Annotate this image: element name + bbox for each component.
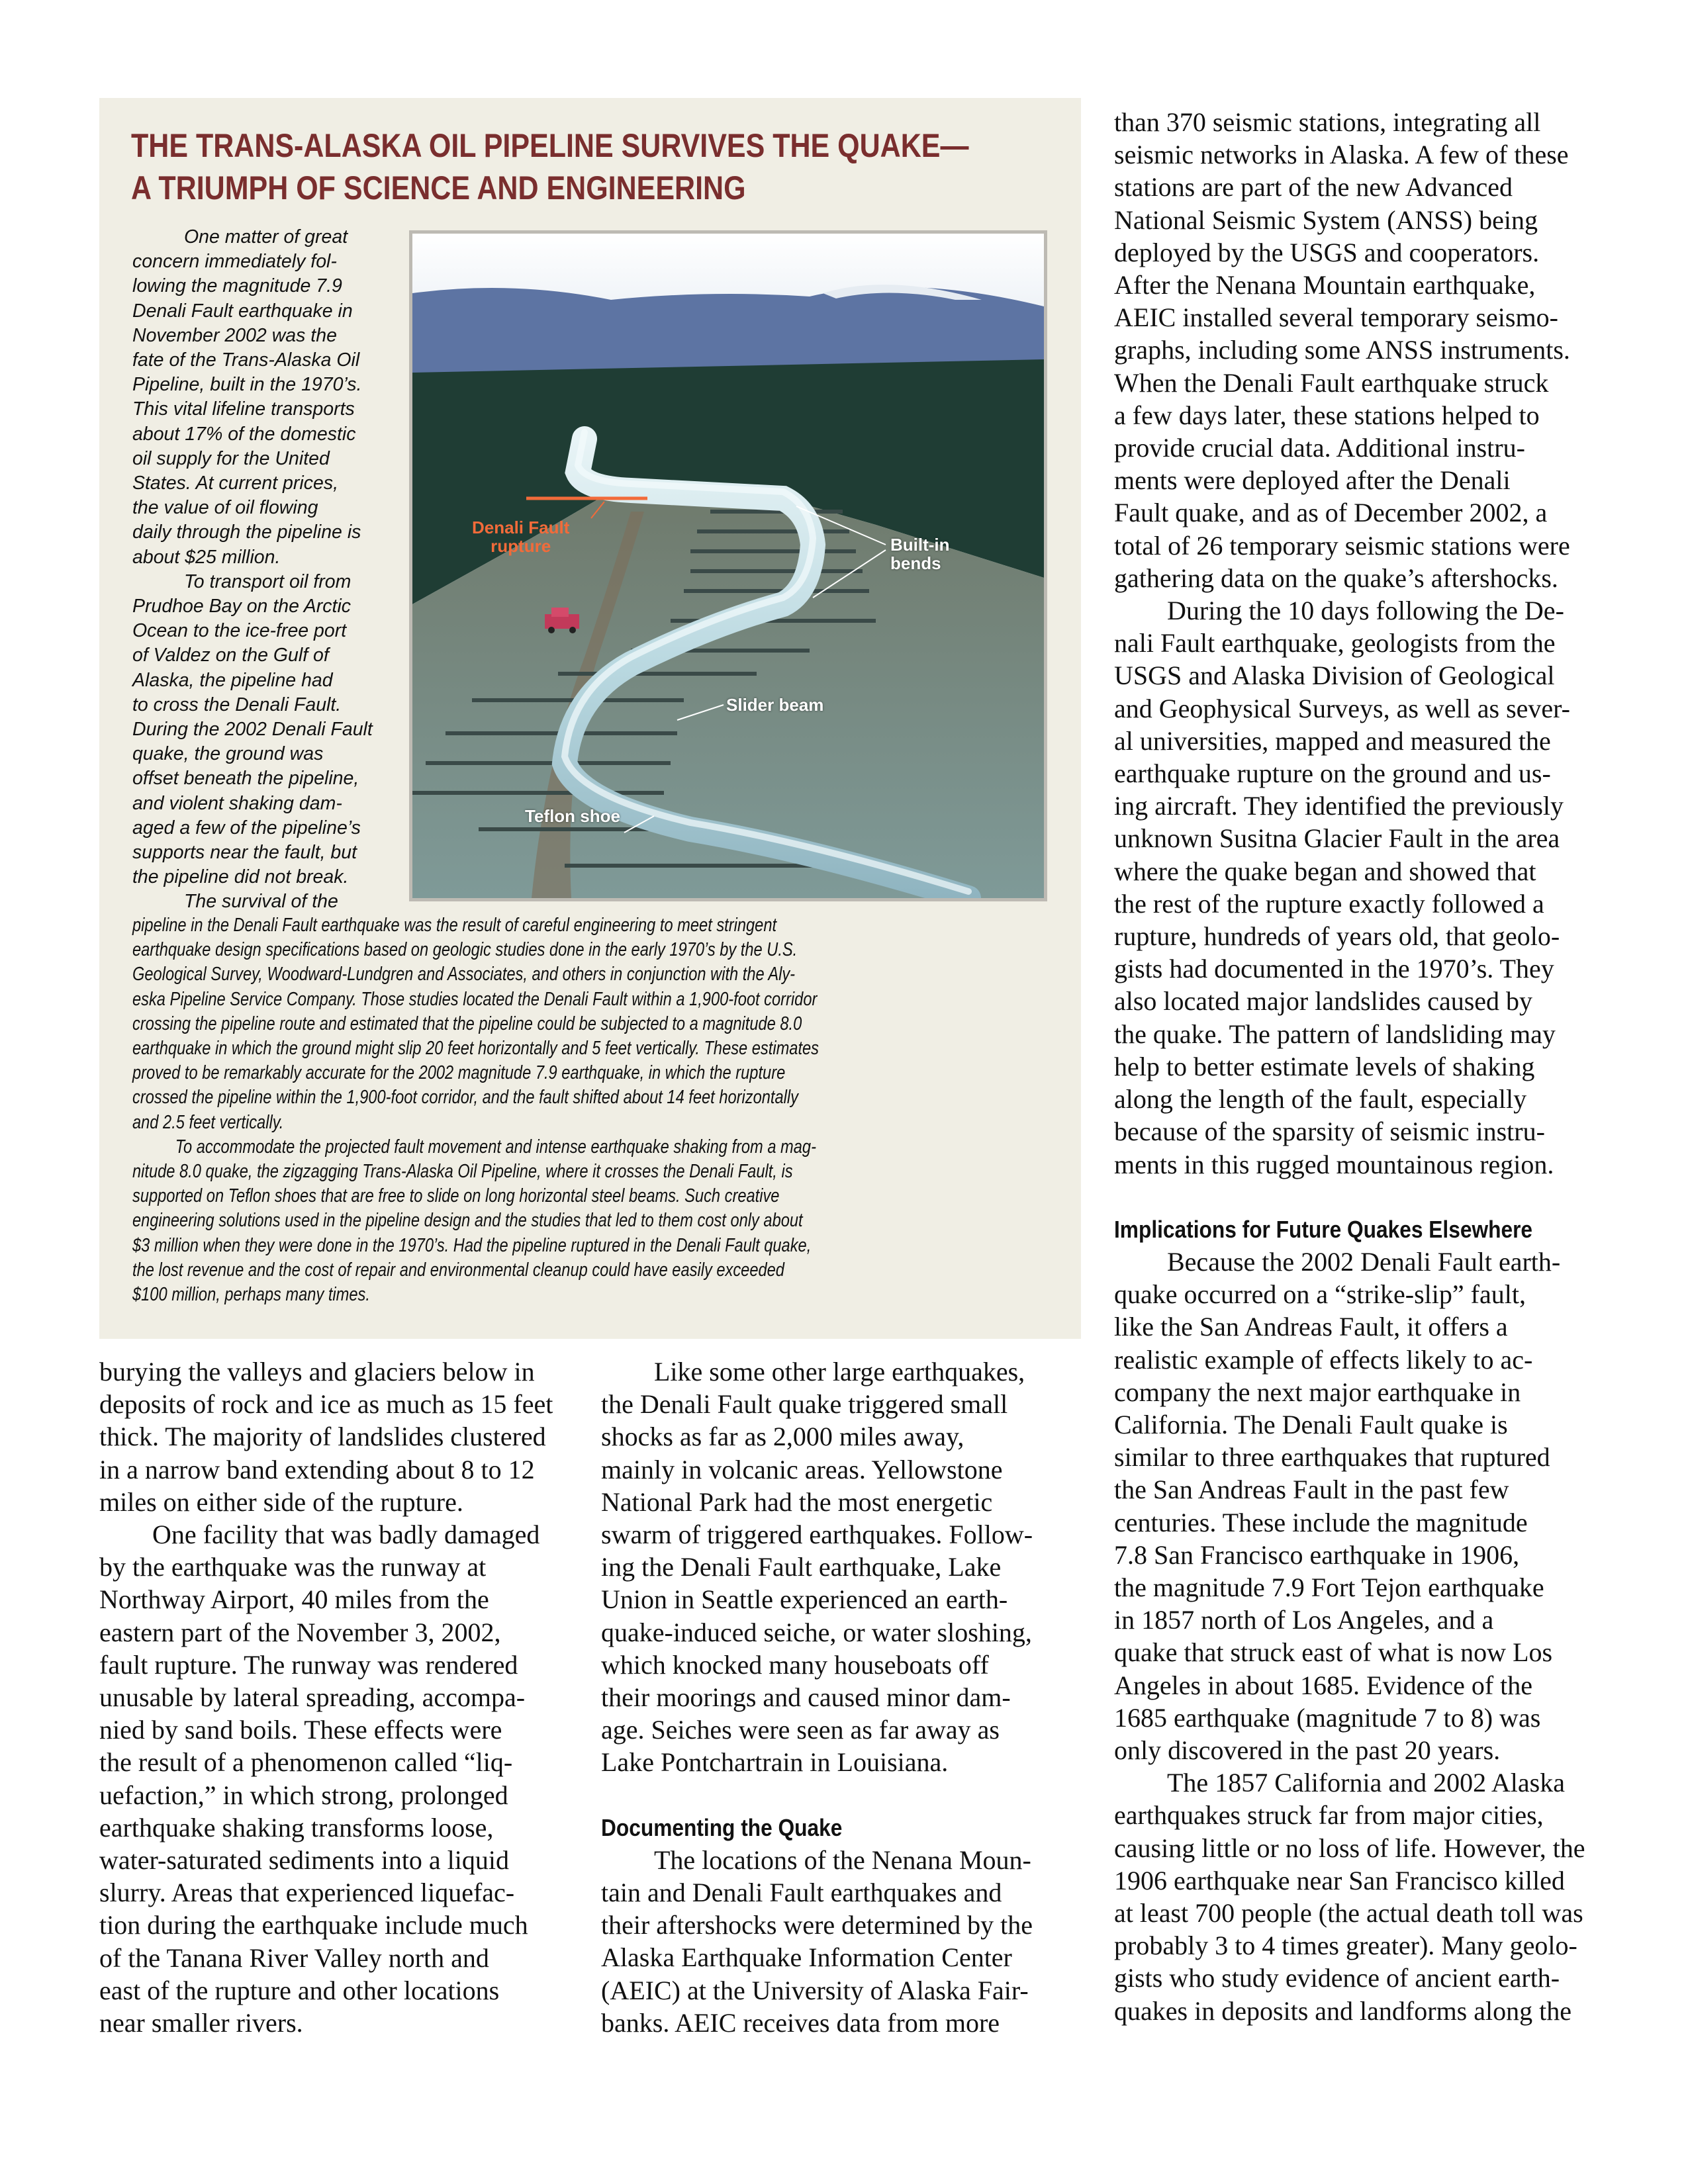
heading-documenting-the-quake: Documenting the Quake [601,1813,843,1841]
text-line: the Denali Fault quake triggered small [601,1389,1008,1420]
text-line: and Geophysical Surveys, as well as sever- [1114,693,1571,723]
text-line: earthquake in which the ground might slip 20 feet horizontally and 5 feet vertically. These estimates [132,1038,820,1060]
text-line: the rest of the rupture exactly followed a [1114,888,1544,919]
text-line: stations are part of the new Advanced [1114,172,1513,203]
pipeline-photo [409,230,1047,901]
text-line: gathering data on the quake’s aftershocks. [1114,563,1558,593]
text-line: ments were deployed after the Denali [1114,465,1511,496]
label-slider-beam: Slider beam [726,695,824,715]
label-line: Denali Fault [472,518,570,537]
text-line: eska Pipeline Service Company. Those studies located the Denali Fault within a 1,900-foot corridor [132,988,818,1010]
sidebar-title [131,124,969,209]
text-line: seismic networks in Alaska. A few of these [1114,140,1569,170]
text-line: ing aircraft. They identified the previously [1114,791,1564,821]
text-line: provide crucial data. Additional instru- [1114,433,1525,463]
column-middle [601,1355,1071,2039]
text-line: total of 26 temporary seismic stations were [1114,530,1570,561]
text-line: California. The Denali Fault quake is [1114,1409,1508,1439]
text-line: which knocked many houseboats off [601,1649,989,1680]
text-line: water-saturated sediments into a liquid [99,1845,510,1876]
text-line: about $25 million. [132,546,281,568]
text-line: earthquake shaking transforms loose, [99,1812,494,1843]
text-line: 1685 earthquake (magnitude 7 to 8) was [1114,1702,1541,1733]
text-line: National Park had the most energetic [601,1486,993,1517]
text-line: to cross the Denali Fault. [132,694,342,715]
text-line: gists who study evidence of ancient earth- [1114,1963,1560,1993]
text-line: swarm of triggered earthquakes. Follow- [601,1520,1033,1550]
text-line: nied by sand boils. These effects were [99,1715,502,1745]
text-line: Geological Survey, Woodward-Lundgren and Associates, and others in conjunction with the Aly- [132,964,796,985]
text-line: Angeles in about 1685. Evidence of the [1114,1670,1533,1700]
text-line: USGS and Alaska Division of Geological [1114,660,1555,691]
text-line: engineering solutions used in the pipeline design and the studies that led to them cost only about [132,1210,803,1232]
text-line: Fault quake, and as of December 2002, a [1114,498,1548,528]
text-line: thick. The majority of landslides clustered [99,1422,546,1452]
text-line: supports near the fault, but [132,842,357,864]
text-line: gists had documented in the 1970’s. They [1114,954,1554,984]
text-line: To transport oil from [184,570,352,592]
text-line: al universities, mapped and measured the [1114,725,1551,756]
title-line: A TRIUMPH OF SCIENCE AND ENGINEERING [131,169,746,206]
text-line: One facility that was badly damaged [152,1520,540,1550]
text-line: quake occurred on a “strike-slip” fault, [1114,1279,1526,1310]
text-line: banks. AEIC receives data from more [601,2007,1000,2038]
text-line: near smaller rivers. [99,2008,303,2038]
text-line: than 370 seismic stations, integrating all [1114,107,1541,137]
text-line: help to better estimate levels of shaking [1114,1051,1535,1081]
text-line: During the 2002 Denali Fault [132,719,373,741]
text-line: oil supply for the United [132,447,330,469]
text-line: eastern part of the November 3, 2002, [99,1617,501,1647]
text-line: earthquake design specifications based on geologic studies done in the early 1970’s by the U.S. [132,939,798,961]
text-line: the San Andreas Fault in the past few [1114,1475,1509,1505]
text-line: centuries. These include the magnitude [1114,1507,1528,1537]
text-line: the magnitude 7.9 Fort Tejon earthquake [1114,1572,1544,1602]
text-line: proved to be remarkably accurate for the 2002 magnitude 7.9 earthquake, in which the rupture [132,1062,786,1084]
text-line: because of the sparsity of seismic instru- [1114,1116,1545,1147]
text-line: the lost revenue and the cost of repair and environmental cleanup could have easily exceeded [132,1259,784,1281]
text-line: by the earthquake was the runway at [99,1552,487,1582]
text-line: pipeline in the Denali Fault earthquake was the result of careful engineering to meet stringent [132,915,777,936]
text-line: $3 million when they were done in the 1970’s. Had the pipeline ruptured in the Denali Fault quake, [132,1234,812,1256]
text-line: fault rupture. The runway was rendered [99,1649,518,1680]
text-line: supported on Teflon shoes that are free to slide on long horizontal steel beams. Such creative [132,1185,780,1207]
text-line: miles on either side of the rupture. [99,1486,463,1517]
text-line: nali Fault earthquake, geologists from the [1114,628,1556,659]
text-line: Pipeline, built in the 1970’s. [132,374,362,396]
text-line: in a narrow band extending about 8 to 12 [99,1454,535,1484]
middle-paragraph-triggered-quakes [601,1355,1071,1779]
sidebar-box [99,98,1081,1339]
text-line: ing the Denali Fault earthquake, Lake [601,1552,1002,1582]
text-line: age. Seiches were seen as far away as [601,1715,1000,1745]
text-line: mainly in volcanic areas. Yellowstone [601,1454,1003,1484]
text-line: November 2002 was the [132,324,337,346]
text-line: daily through the pipeline is [132,522,361,543]
text-line: of the Tanana River Valley north and [99,1942,489,1973]
text-line: and 2.5 feet vertically. [132,1111,284,1133]
text-line: Northway Airport, 40 miles from the [99,1584,489,1615]
heading-implications: Implications for Future Quakes Elsewhere [1114,1215,1533,1243]
text-line: nitude 8.0 quake, the zigzagging Trans-Alaska Oil Pipeline, where it crosses the Denali Fault, is [132,1161,793,1183]
text-line: Lake Pontchartrain in Louisiana. [601,1747,949,1778]
label-line: bends [890,553,941,573]
text-line: east of the rupture and other locations [99,1975,500,2005]
text-line: probably 3 to 4 times greater). Many geolo- [1114,1931,1577,1961]
text-line: During the 10 days following the De- [1167,596,1564,626]
text-line: The locations of the Nenana Moun- [654,1844,1031,1875]
text-line: graphs, including some ANSS instruments. [1114,335,1570,365]
text-line: tain and Denali Fault earthquakes and [601,1878,1002,1908]
text-line: only discovered in the past 20 years. [1114,1735,1501,1765]
text-line: aged a few of the pipeline’s [132,817,361,839]
label-line: Built-in [890,535,950,555]
column-left [99,1355,576,2039]
text-line: The 1857 California and 2002 Alaska [1167,1768,1565,1798]
column-right [1114,106,1591,2027]
text-line: and violent shaking dam- [132,792,342,814]
text-line: unknown Susitna Glacier Fault in the area [1114,823,1560,854]
text-line: earthquake rupture on the ground and us- [1114,758,1551,789]
text-line: States. At current prices, [132,473,338,494]
text-line: the quake. The pattern of landsliding may [1114,1019,1556,1049]
text-line: unusable by lateral spreading, accompa- [99,1682,526,1713]
text-line: Ocean to the ice-free port [132,620,347,642]
text-line: a few days later, these stations helped to [1114,400,1540,430]
text-line: offset beneath the pipeline, [132,768,359,790]
text-line: quake that struck east of what is now Los [1114,1637,1553,1668]
text-line: 7.8 San Francisco earthquake in 1906, [1114,1539,1520,1570]
text-line: Union in Seattle experienced an earth- [601,1584,1008,1615]
text-line: deposits of rock and ice as much as 15 feet [99,1389,553,1420]
text-line: Alaska Earthquake Information Center [601,1942,1012,1973]
text-line: Like some other large earthquakes, [654,1357,1025,1387]
sidebar-narrow-text [132,225,410,915]
text-line: After the Nenana Mountain earthquake, [1114,270,1536,300]
text-line: Alaska, the pipeline had [132,669,333,691]
text-line: burying the valleys and glaciers below in [99,1357,535,1387]
text-line: concern immediately fol- [132,251,337,273]
text-line: of Valdez on the Gulf of [132,645,329,666]
text-line: their aftershocks were determined by the [601,1910,1033,1940]
text-line: Because the 2002 Denali Fault earth- [1167,1246,1561,1277]
text-line: One matter of great [184,226,348,248]
text-line: similar to three earthquakes that ruptured [1114,1442,1550,1473]
text-line: slurry. Areas that experienced liquefac- [99,1878,515,1908]
text-line: AEIC installed several temporary seismo- [1114,302,1558,333]
text-line: their moorings and caused minor dam- [601,1682,1011,1713]
label-teflon-shoe: Teflon shoe [525,806,620,826]
text-line: where the quake began and showed that [1114,856,1536,886]
text-line: the value of oil flowing [132,497,318,519]
text-line: in 1857 north of Los Angeles, and a [1114,1605,1494,1635]
text-line: deployed by the USGS and cooperators. [1114,237,1540,267]
text-line: crossed the pipeline within the 1,900-foot corridor, and the fault shifted about 14 feet horizontally [132,1087,798,1109]
text-line: National Seismic System (ANSS) being [1114,205,1538,235]
text-line: quake-induced seiche, or water sloshing, [601,1617,1032,1647]
text-line: earthquakes struck far from major cities, [1114,1800,1544,1831]
text-line: This vital lifeline transports [132,398,355,420]
title-line: THE TRANS-ALASKA OIL PIPELINE SURVIVES THE QUAKE— [131,127,969,164]
text-line: tion during the earthquake include much [99,1910,528,1940]
right-paragraphs-implications [1114,1246,1591,2027]
text-line: realistic example of effects likely to ac- [1114,1344,1533,1375]
text-line: rupture, hundreds of years old, that geolo- [1114,921,1560,952]
text-line: To accommodate the projected fault movement and intense earthquake shaking from a mag- [175,1136,816,1158]
text-line: (AEIC) at the University of Alaska Fair- [601,1975,1029,2005]
text-line: Denali Fault earthquake in [132,300,353,322]
text-line: about 17% of the domestic [132,423,356,445]
text-line: like the San Andreas Fault, it offers a [1114,1312,1508,1342]
text-line: 1906 earthquake near San Francisco killed [1114,1865,1565,1895]
text-line: lowing the magnitude 7.9 [132,275,342,297]
text-line: When the Denali Fault earthquake struck [1114,367,1549,398]
text-line: company the next major earthquake in [1114,1377,1521,1407]
text-line: The survival of the [184,891,338,913]
text-line: quakes in deposits and landforms along the [1114,1995,1571,2026]
text-line: quake, the ground was [132,743,324,765]
text-line: causing little or no loss of life. However, the [1114,1833,1585,1863]
text-line: fate of the Trans-Alaska Oil [132,349,360,371]
text-line: ments in this rugged mountainous region. [1114,1149,1554,1179]
label-built-in-bends [890,535,950,572]
text-line: along the length of the fault, especially [1114,1084,1527,1115]
right-paragraphs-stations [1114,106,1591,1181]
text-line: Prudhoe Bay on the Arctic [132,596,352,617]
text-line: crossing the pipeline route and estimated that the pipeline could be subjected to a magnitude 8.0 [132,1013,802,1034]
text-line: $100 million, perhaps many times. [132,1284,370,1306]
label-denali-fault-rupture [472,518,569,555]
middle-paragraph-documenting [601,1844,1071,2039]
label-line: rupture [491,536,551,556]
sidebar-wide-text [132,913,1059,1307]
text-line: the pipeline did not break. [132,866,349,888]
text-line: shocks as far as 2,000 miles away, [601,1422,964,1452]
text-line: the result of a phenomenon called “liq- [99,1747,513,1778]
text-line: at least 700 people (the actual death toll was [1114,1897,1583,1928]
text-line: uefaction,” in which strong, prolonged [99,1780,508,1810]
text-line: also located major landslides caused by [1114,986,1533,1017]
